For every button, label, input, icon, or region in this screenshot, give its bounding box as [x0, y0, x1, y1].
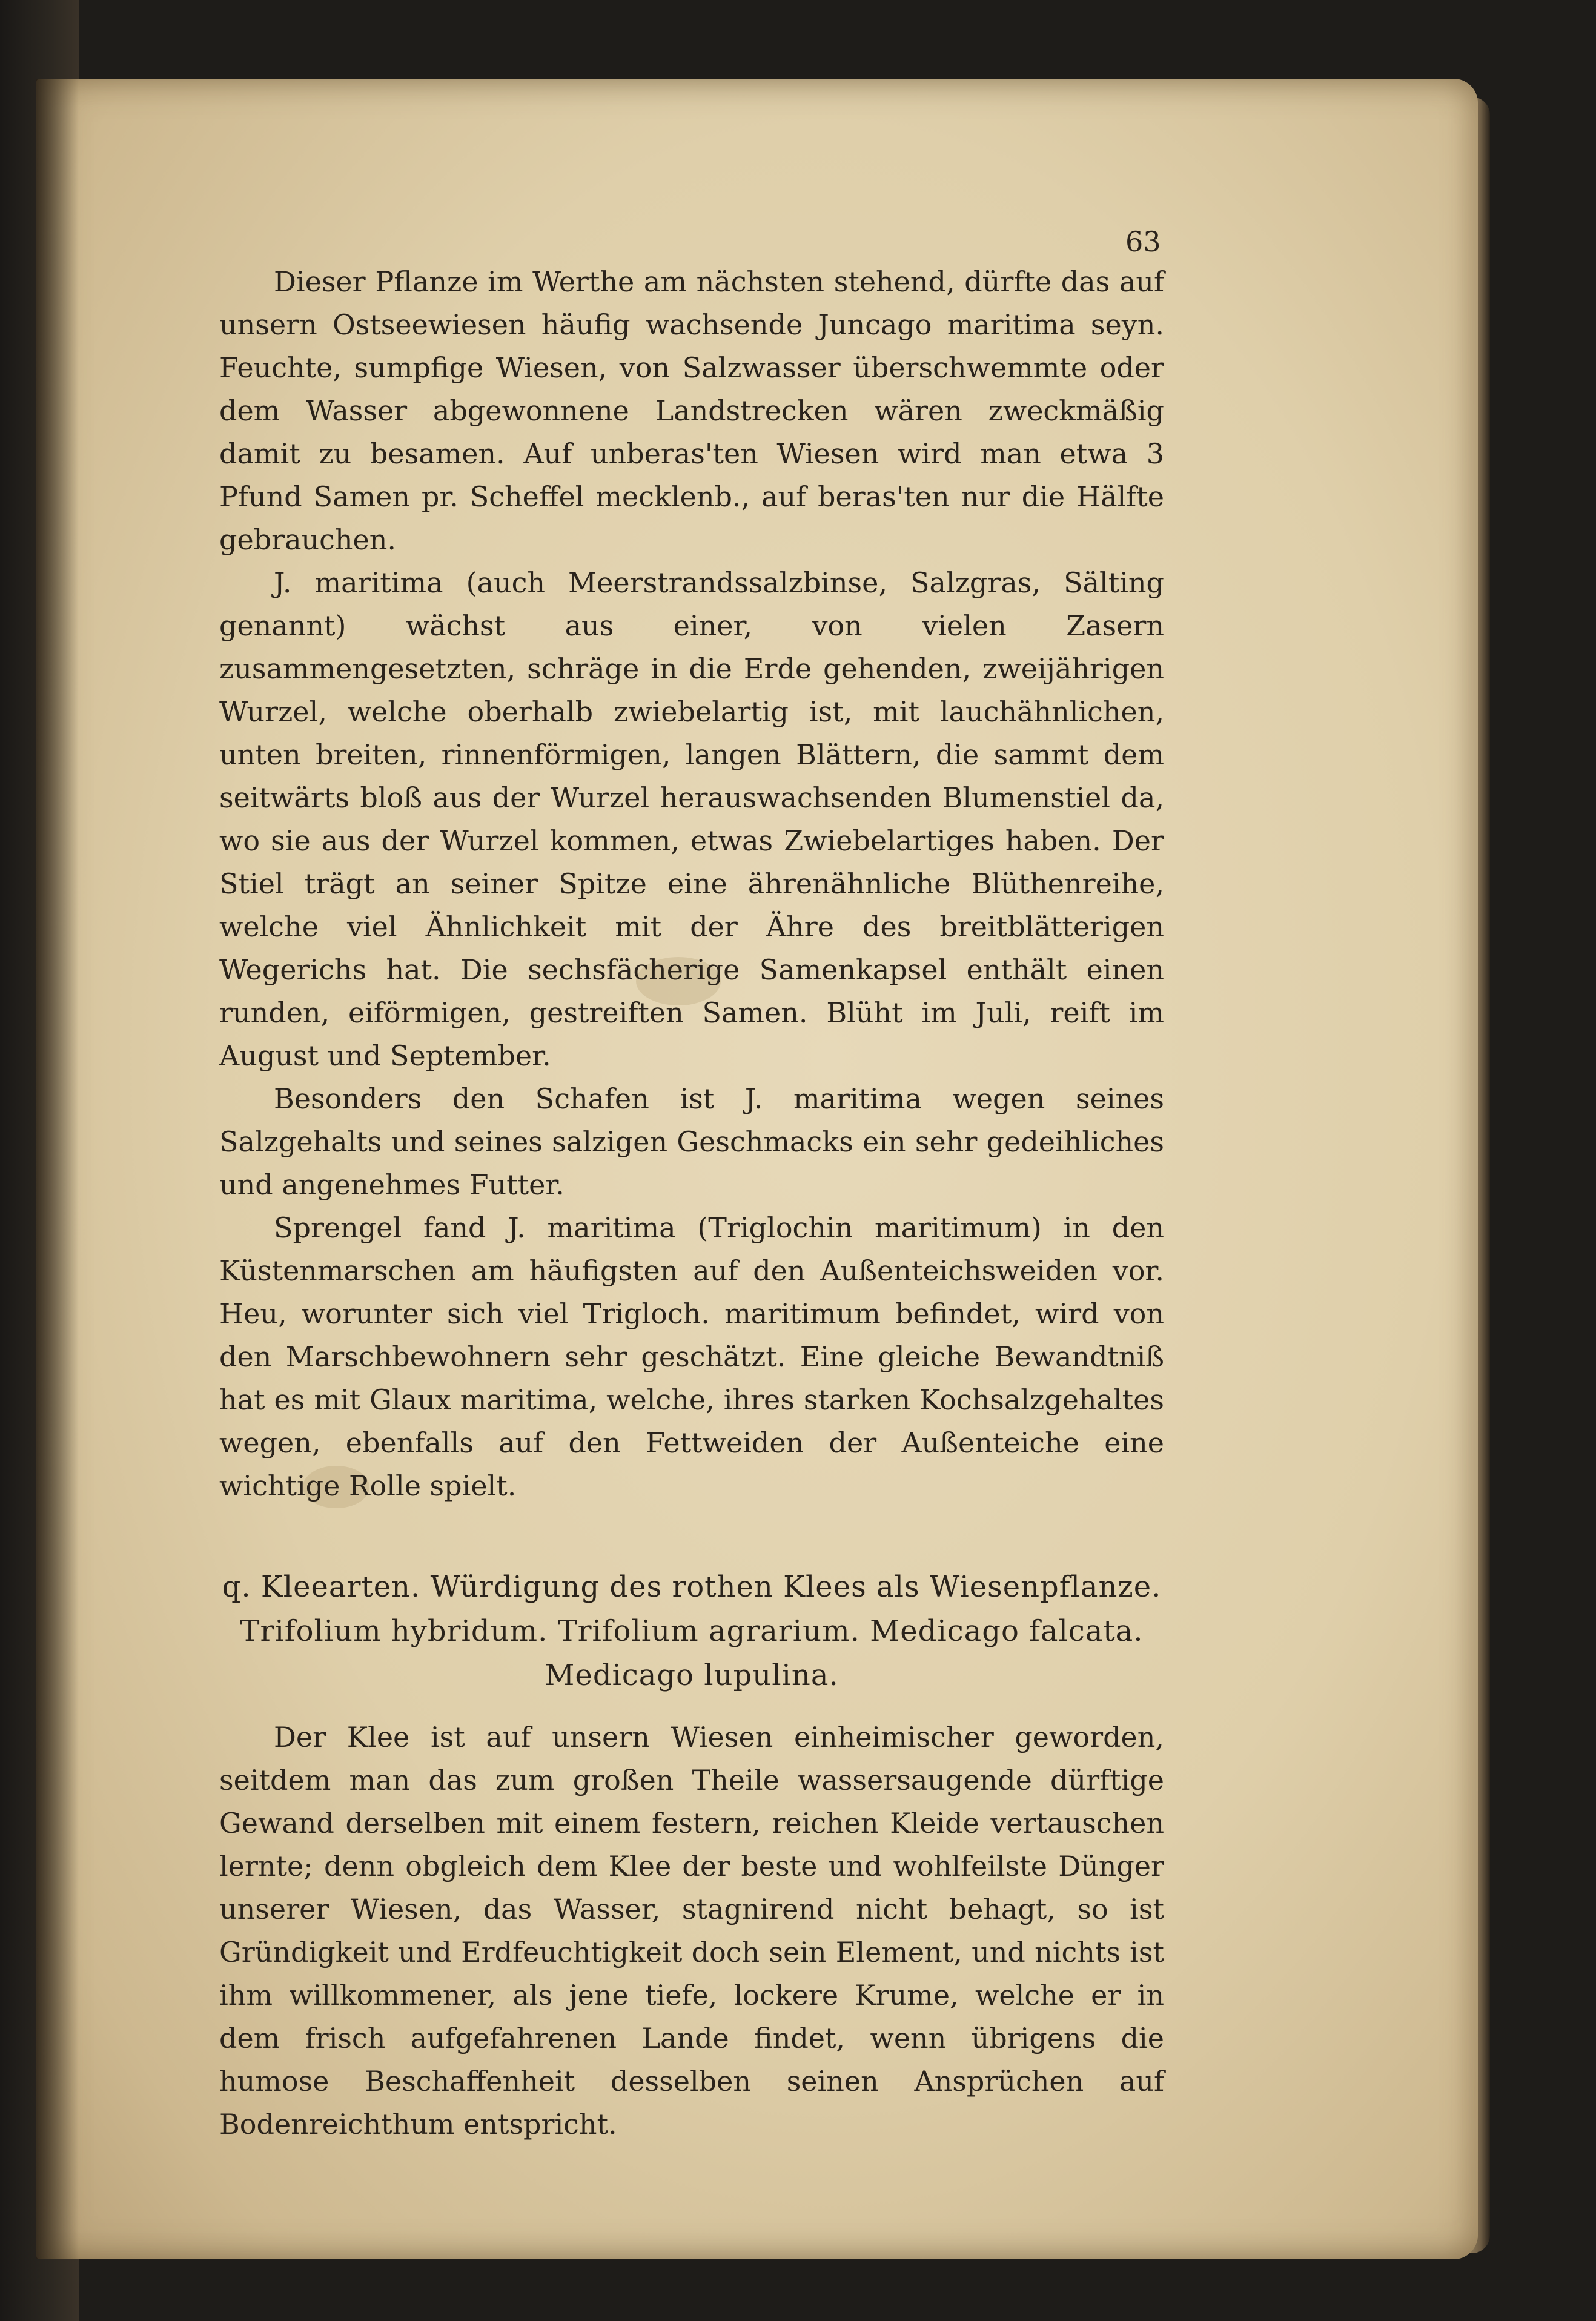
page-text: [219, 218, 1164, 2146]
paragraph: Dieser Pflanze im Werthe am nächsten stehend, dürfte das auf unsern Ostseewiesen häufig wachsende Juncago maritima seyn. Feuchte, sumpfige Wiesen, von Salzwasser überschwemmte oder dem Wasser abgewonnene Landstrecken wären zweckmäßig damit zu besamen. Auf unberas'ten Wiesen wird man etwa 3 Pfund Samen pr. Scheffel mecklenb., auf beras'ten nur die Hälfte gebrauchen.: [219, 265, 1164, 556]
section-heading: q. Kleearten. Würdigung des rothen Klees als Wiesenpflanze. Trifolium hybridum. Trifolium agrarium. Medicago falcata. Medicago lupulina.: [222, 1570, 1162, 1692]
paragraph: Der Klee ist auf unsern Wiesen einheimischer geworden, seitdem man das zum großen Theile wassersaugende dürftige Gewand derselben mit einem festern, reichen Kleide vertauschen lernte; denn obgleich dem Klee der beste und wohlfeilste Dünger unserer Wiesen, das Wasser, stagnirend nicht behagt, so ist Gründigkeit und Erdfeuchtigkeit doch sein Element, und nichts ist ihm willkommener, als jene tiefe, lockere Krume, welche er in dem frisch aufgefahrenen Lande findet, wenn übrigens die humose Beschaffenheit desselben seinen Ansprüchen auf Bodenreichthum entspricht.: [219, 1721, 1164, 2141]
paragraph: J. maritima (auch Meerstrandssalzbinse, Salzgras, Sälting genannt) wächst aus einer, von vielen Zasern zusammengesetzten, schräge in die Erde gehenden, zweijährigen Wurzel, welche oberhalb zwiebelartig ist, mit lauchähnlichen, unten breiten, rinnenförmigen, langen Blättern, die sammt dem seitwärts bloß aus der Wurzel herauswachsenden Blumenstiel da, wo sie aus der Wurzel kommen, etwas Zwiebelartiges haben. Der Stiel trägt an seiner Spitze eine ährenähnliche Blüthenreihe, welche viel Ähnlichkeit mit der Ähre des breitblätterigen Wegerichs hat. Die sechsfächerige Samenkapsel enthält einen runden, eiförmigen, gestreiften Samen. Blüht im Juli, reift im August und September.: [219, 566, 1164, 1072]
paragraph: Sprengel fand J. maritima (Triglochin maritimum) in den Küstenmarschen am häufigsten auf den Außenteichsweiden vor. Heu, worunter sich viel Trigloch. maritimum befindet, wird von den Marschbewohnern sehr geschätzt. Eine gleiche Bewandtniß hat es mit Glaux maritima, welche, ihres starken Kochsalzgehaltes wegen, ebenfalls auf den Fettweiden der Außenteiche eine wichtige Rolle spielt.: [219, 1211, 1164, 1502]
page-number: 63: [1125, 225, 1161, 258]
page-gutter: [36, 79, 79, 2259]
paragraph: Besonders den Schafen ist J. maritima wegen seines Salzgehalts und seines salzigen Geschmacks ein sehr gedeihliches und angenehmes Futter.: [219, 1082, 1164, 1201]
